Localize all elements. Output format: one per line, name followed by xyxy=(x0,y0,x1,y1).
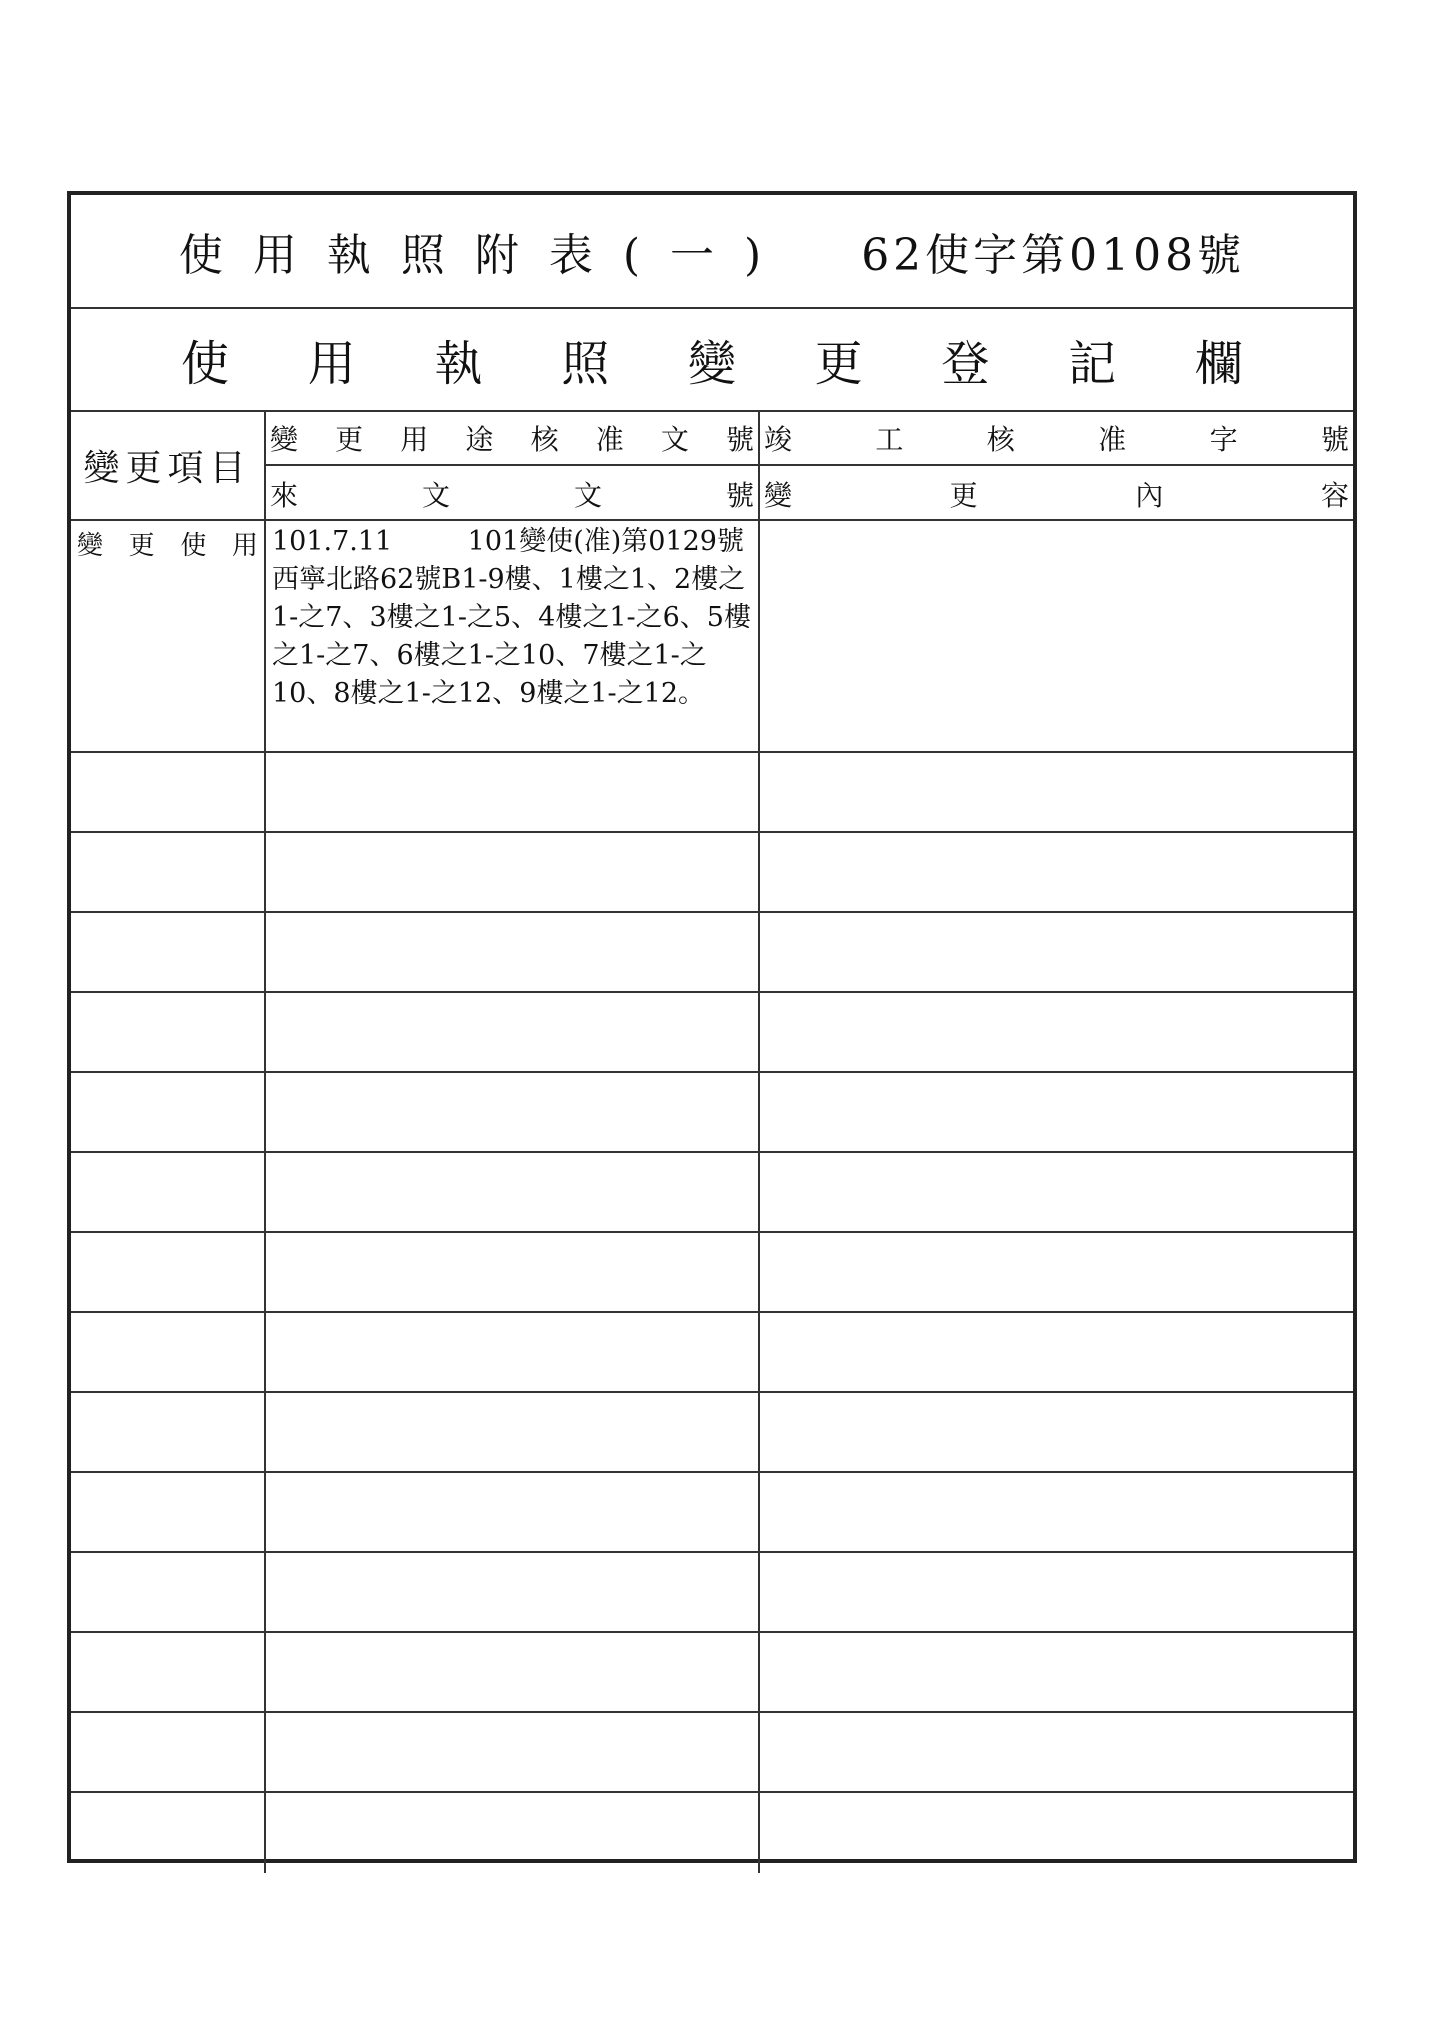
empty-cell xyxy=(71,1633,266,1711)
empty-cell xyxy=(71,1473,266,1551)
empty-cell xyxy=(760,993,1353,1071)
cell-approval-doc xyxy=(266,521,760,751)
empty-cell xyxy=(760,1313,1353,1391)
license-number: 62使字第0108號 xyxy=(861,230,1246,281)
subtitle-row xyxy=(71,309,1353,412)
empty-cell xyxy=(760,1473,1353,1551)
table-body xyxy=(71,521,1353,1873)
entry-detail: 西寧北路62號B1-9樓、1樓之1、2樓之1-之7、3樓之1-之5、4樓之1-之6、5樓之1-之7、6樓之1-之10、7樓之1-之10、8樓之1-之12、9樓之1-之12。 xyxy=(272,564,751,709)
entry-date: 101.7.11 xyxy=(272,526,393,557)
table-row xyxy=(71,1633,1353,1713)
table-row xyxy=(71,1553,1353,1633)
table-row xyxy=(71,1393,1353,1473)
table-row xyxy=(71,1313,1353,1393)
empty-cell xyxy=(760,833,1353,911)
table-row xyxy=(71,753,1353,833)
empty-cell xyxy=(266,753,760,831)
empty-cell xyxy=(71,1153,266,1231)
empty-cell xyxy=(760,913,1353,991)
empty-cell xyxy=(266,1553,760,1631)
empty-cell xyxy=(266,1393,760,1471)
empty-cell xyxy=(266,993,760,1071)
empty-cell xyxy=(760,1793,1353,1873)
table-row xyxy=(71,1153,1353,1233)
empty-cell xyxy=(266,913,760,991)
empty-cell xyxy=(266,1153,760,1231)
header-incoming-doc-no: 來 文 文 號 xyxy=(266,466,760,521)
table-row xyxy=(71,1793,1353,1873)
empty-cell xyxy=(266,833,760,911)
empty-cell xyxy=(760,1153,1353,1231)
table-row xyxy=(71,1713,1353,1793)
table-row xyxy=(71,1233,1353,1313)
empty-cell xyxy=(71,1793,266,1873)
empty-cell xyxy=(760,1553,1353,1631)
empty-cell xyxy=(760,1073,1353,1151)
section-title: 使 用 執 照 變 更 登 記 欄 xyxy=(181,336,1243,392)
usage-license-form xyxy=(67,191,1357,1863)
empty-cell xyxy=(71,1713,266,1791)
change-item-label: 變 更 使 用 xyxy=(77,531,258,561)
empty-cell xyxy=(71,1393,266,1471)
empty-cell xyxy=(71,753,266,831)
entry-doc-number: 101變使(准)第0129號 xyxy=(467,526,744,557)
table-row xyxy=(71,833,1353,913)
empty-cell xyxy=(266,1073,760,1151)
table-header xyxy=(71,412,1353,521)
header-change-content: 變 更 內 容 xyxy=(764,478,1349,512)
title-row xyxy=(71,195,1353,309)
empty-cell xyxy=(71,1073,266,1151)
empty-cell xyxy=(266,1793,760,1873)
empty-cell xyxy=(71,993,266,1071)
header-change-item: 變更項目 xyxy=(71,412,266,519)
table-row xyxy=(71,913,1353,993)
table-row xyxy=(71,993,1353,1073)
table-row xyxy=(71,521,1353,753)
empty-cell xyxy=(760,1633,1353,1711)
empty-cell xyxy=(266,1233,760,1311)
header-completion-approval-no: 竣 工 核 准 字 號 xyxy=(760,412,1353,466)
empty-cell xyxy=(71,913,266,991)
cell-change-content xyxy=(760,521,1353,751)
empty-cell xyxy=(760,1393,1353,1471)
table-row xyxy=(71,1073,1353,1153)
empty-cell xyxy=(71,1233,266,1311)
empty-cell xyxy=(266,1633,760,1711)
empty-cell xyxy=(71,1553,266,1631)
empty-cell xyxy=(71,1313,266,1391)
empty-cell xyxy=(760,1713,1353,1791)
table-row xyxy=(71,1473,1353,1553)
empty-cell xyxy=(760,1233,1353,1311)
empty-cell xyxy=(266,1473,760,1551)
form-title: 使用執照附表(一) xyxy=(178,230,792,281)
empty-cell xyxy=(760,753,1353,831)
header-approval-doc-no: 變 更 用 途 核 准 文 號 xyxy=(266,412,760,466)
empty-cell xyxy=(266,1313,760,1391)
empty-cell xyxy=(71,833,266,911)
cell-change-item xyxy=(71,521,266,751)
empty-cell xyxy=(266,1713,760,1791)
